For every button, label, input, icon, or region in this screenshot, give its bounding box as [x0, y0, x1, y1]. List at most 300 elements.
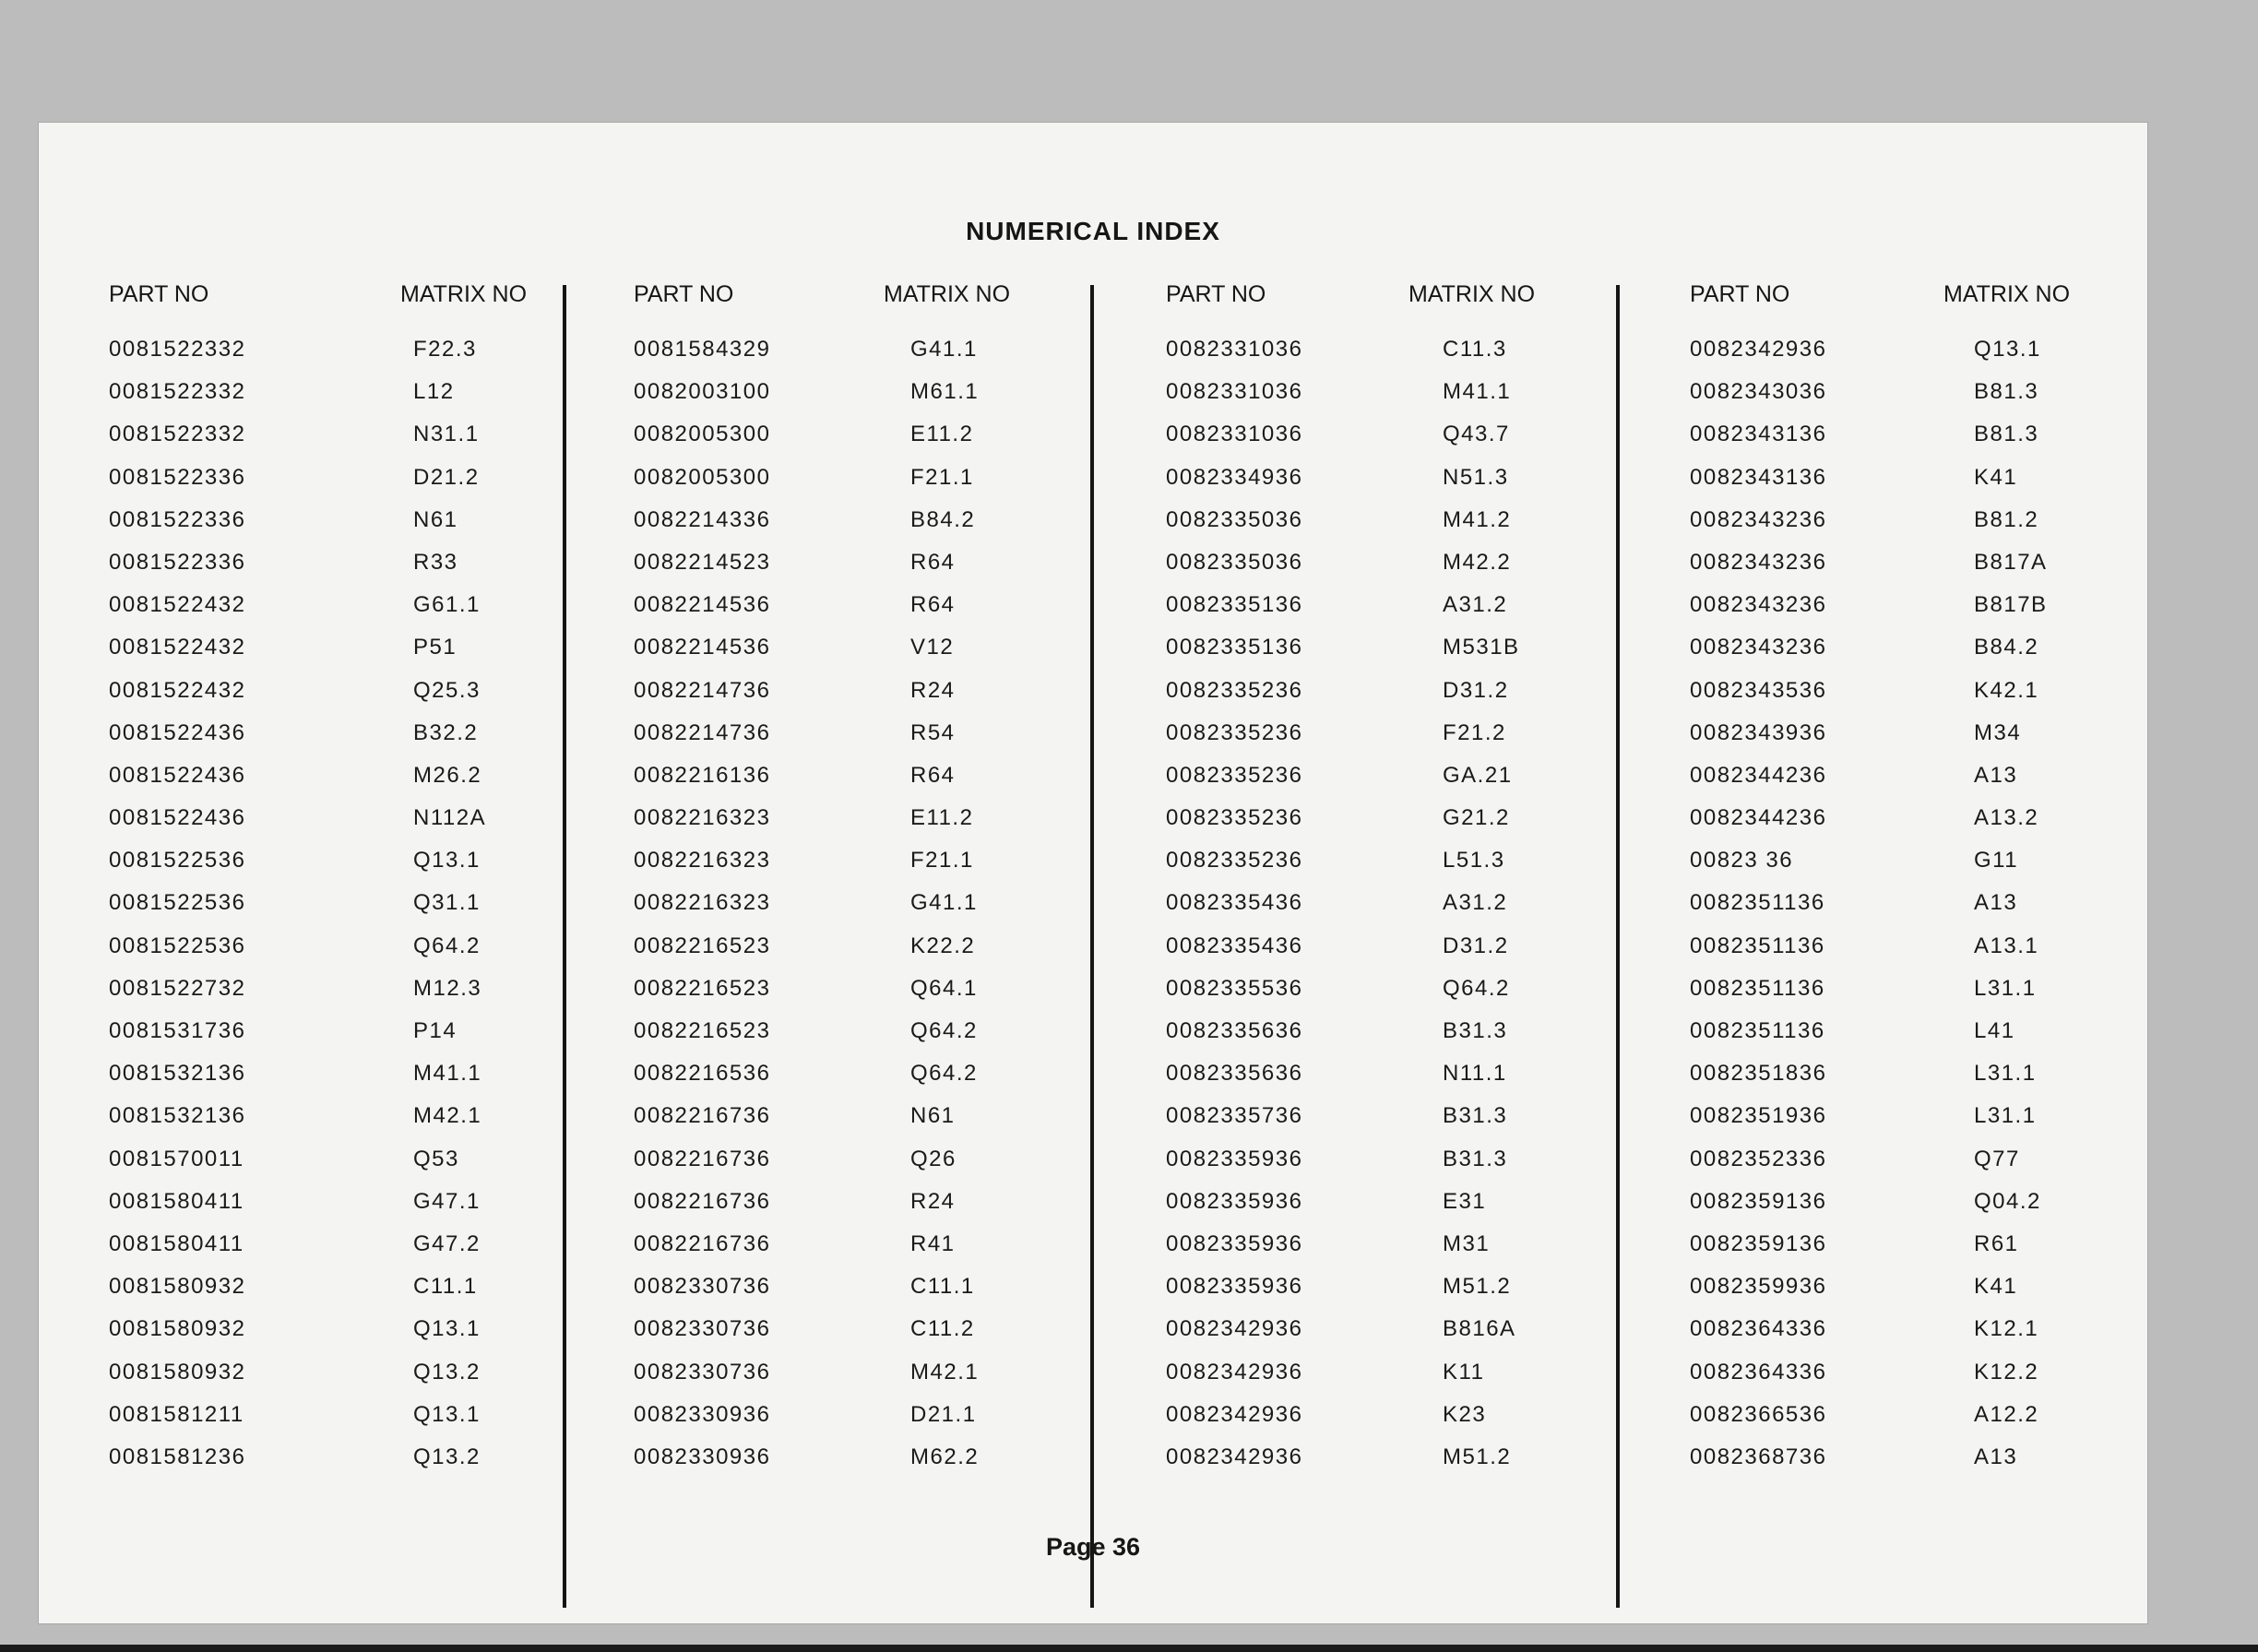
index-row	[1166, 890, 1609, 933]
matrix-number: E31	[1443, 1188, 1487, 1214]
matrix-number: C11.1	[910, 1274, 975, 1300]
index-row	[634, 1189, 1076, 1231]
index-row	[634, 1402, 1076, 1444]
part-number: 0082335436	[1166, 933, 1303, 958]
matrix-number: A13	[1974, 762, 2018, 788]
index-row	[1690, 890, 2133, 933]
index-row	[634, 1147, 1076, 1189]
index-row	[634, 337, 1076, 379]
index-row	[109, 1147, 552, 1189]
part-number: 0081522336	[109, 464, 246, 490]
part-number: 0082330936	[634, 1401, 771, 1427]
index-row	[1690, 1018, 2133, 1061]
matrix-number: A13.1	[1974, 933, 2039, 958]
matrix-number: A13.2	[1974, 805, 2039, 831]
matrix-number: L31.1	[1974, 1061, 2037, 1087]
matrix-number: GA.21	[1443, 762, 1513, 788]
part-number: 0082351936	[1690, 1103, 1827, 1129]
matrix-number: M61.1	[910, 379, 980, 405]
matrix-number: M41.2	[1443, 506, 1512, 532]
index-row	[109, 1444, 552, 1487]
index-row	[1166, 1018, 1609, 1061]
matrix-number: B31.3	[1443, 1146, 1508, 1171]
part-number: 0082366536	[1690, 1401, 1827, 1427]
matrix-number: F21.1	[910, 464, 974, 490]
part-number: 0082216523	[634, 975, 771, 1001]
part-number: 0081522332	[109, 422, 246, 447]
part-number: 0082214536	[634, 592, 771, 618]
matrix-number: L12	[413, 379, 455, 405]
part-number: 0082005300	[634, 464, 771, 490]
index-row	[634, 1360, 1076, 1402]
index-row	[1166, 1316, 1609, 1359]
part-number: 0082343236	[1690, 549, 1827, 575]
index-row	[1166, 678, 1609, 720]
matrix-number: P51	[413, 635, 458, 660]
index-row	[1166, 507, 1609, 550]
index-row	[109, 678, 552, 720]
matrix-number: G61.1	[413, 592, 481, 618]
part-number: 0081580932	[109, 1274, 246, 1300]
matrix-number: A31.2	[1443, 592, 1508, 618]
part-number: 0082330936	[634, 1444, 771, 1469]
part-no-header: PART NO	[1690, 281, 1790, 307]
matrix-no-header: MATRIX NO	[1943, 281, 2071, 307]
matrix-number: Q13.2	[413, 1359, 481, 1385]
index-row	[1690, 337, 2133, 379]
index-row	[634, 890, 1076, 933]
matrix-number: B81.3	[1974, 422, 2039, 447]
part-number: 0081522536	[109, 848, 246, 874]
index-row	[1166, 1061, 1609, 1103]
index-row	[1166, 933, 1609, 976]
part-number: 0082335436	[1166, 890, 1303, 916]
matrix-number: M26.2	[413, 762, 482, 788]
index-rows	[109, 337, 552, 1487]
matrix-number: D21.1	[910, 1401, 977, 1427]
index-row	[1166, 1274, 1609, 1316]
index-row	[109, 635, 552, 677]
part-number: 0082216736	[634, 1230, 771, 1256]
part-number: 0082335036	[1166, 549, 1303, 575]
index-row	[1690, 720, 2133, 763]
matrix-number: G47.1	[413, 1188, 481, 1214]
matrix-number: N61	[910, 1103, 956, 1129]
part-number: 0082214736	[634, 677, 771, 703]
matrix-number: A13	[1974, 890, 2018, 916]
index-row	[634, 848, 1076, 890]
index-row	[1690, 1189, 2133, 1231]
matrix-number: Q26	[910, 1146, 957, 1171]
index-row	[109, 720, 552, 763]
column-divider	[563, 285, 566, 1608]
part-number: 0081522536	[109, 890, 246, 916]
column-group-3	[1166, 281, 1609, 1610]
index-row	[1690, 1231, 2133, 1274]
matrix-number: P14	[413, 1018, 458, 1043]
index-row	[1690, 465, 2133, 507]
part-number: 0082330736	[634, 1359, 771, 1385]
index-row	[634, 465, 1076, 507]
index-row	[1690, 507, 2133, 550]
matrix-number: F21.2	[1443, 719, 1506, 745]
part-number: 0081532136	[109, 1103, 246, 1129]
part-number: 0082216736	[634, 1188, 771, 1214]
matrix-number: K22.2	[910, 933, 976, 958]
part-number: 0081522432	[109, 592, 246, 618]
part-number: 0081531736	[109, 1018, 246, 1043]
part-number: 0082335936	[1166, 1146, 1303, 1171]
index-row	[109, 1189, 552, 1231]
matrix-number: F22.3	[413, 337, 477, 362]
matrix-number: R64	[910, 762, 956, 788]
matrix-number: K12.1	[1974, 1316, 2039, 1342]
matrix-number: K41	[1974, 464, 2018, 490]
index-row	[1166, 1189, 1609, 1231]
part-number: 0082216323	[634, 805, 771, 831]
index-row	[109, 1274, 552, 1316]
part-number: 0082005300	[634, 422, 771, 447]
index-row	[109, 763, 552, 805]
matrix-number: Q13.1	[413, 848, 481, 874]
matrix-no-header: MATRIX NO	[884, 281, 1011, 307]
matrix-number: B84.2	[910, 506, 976, 532]
part-number: 0081522332	[109, 379, 246, 405]
part-number: 0081522336	[109, 549, 246, 575]
index-row	[1166, 848, 1609, 890]
matrix-number: K12.2	[1974, 1359, 2039, 1385]
index-rows	[1690, 337, 2133, 1487]
matrix-number: Q64.2	[910, 1018, 978, 1043]
matrix-number: Q77	[1974, 1146, 2020, 1171]
index-row	[634, 805, 1076, 848]
matrix-number: B32.2	[413, 719, 479, 745]
part-number: 0082342936	[1166, 1401, 1303, 1427]
matrix-number: K23	[1443, 1401, 1487, 1427]
part-number: 0081581236	[109, 1444, 246, 1469]
matrix-number: N31.1	[413, 422, 480, 447]
part-number: 0082359936	[1690, 1274, 1827, 1300]
part-number: 0082330736	[634, 1316, 771, 1342]
part-number: 0081580932	[109, 1316, 246, 1342]
matrix-number: M62.2	[910, 1444, 980, 1469]
matrix-number: M41.1	[1443, 379, 1512, 405]
index-row	[1166, 763, 1609, 805]
part-no-header: PART NO	[1166, 281, 1266, 307]
part-number: 0082335936	[1166, 1274, 1303, 1300]
part-number: 0081522436	[109, 805, 246, 831]
part-number: 0082351136	[1690, 1018, 1825, 1043]
part-number: 0081522732	[109, 975, 246, 1001]
index-row	[1690, 678, 2133, 720]
part-number: 0082344236	[1690, 805, 1827, 831]
matrix-number: K11	[1443, 1359, 1485, 1385]
matrix-number: M51.2	[1443, 1274, 1512, 1300]
index-row	[634, 933, 1076, 976]
column-group-1	[109, 281, 552, 1610]
index-row	[109, 976, 552, 1018]
part-number: 0082216523	[634, 933, 771, 958]
matrix-number: L31.1	[1974, 975, 2037, 1001]
part-number: 0082216323	[634, 890, 771, 916]
matrix-number: M31	[1443, 1230, 1491, 1256]
part-number: 0081522336	[109, 506, 246, 532]
scanner-edge	[0, 1645, 2258, 1652]
index-row	[1690, 1061, 2133, 1103]
index-row	[634, 678, 1076, 720]
part-number: 0081522436	[109, 762, 246, 788]
index-row	[1690, 933, 2133, 976]
part-number: 0082335936	[1166, 1230, 1303, 1256]
part-number: 0082214523	[634, 549, 771, 575]
part-number: 0082216523	[634, 1018, 771, 1043]
matrix-number: L41	[1974, 1018, 2015, 1043]
matrix-number: G11	[1974, 848, 2019, 874]
matrix-number: B31.3	[1443, 1018, 1508, 1043]
part-number: 0082335036	[1166, 506, 1303, 532]
part-number: 0082343036	[1690, 379, 1827, 405]
index-row	[634, 507, 1076, 550]
part-number: 0082344236	[1690, 762, 1827, 788]
index-row	[1166, 1402, 1609, 1444]
part-number: 0082343136	[1690, 464, 1827, 490]
matrix-number: M12.3	[413, 975, 482, 1001]
part-number: 0082331036	[1166, 422, 1303, 447]
matrix-number: G21.2	[1443, 805, 1510, 831]
index-row	[109, 379, 552, 422]
index-row	[109, 1061, 552, 1103]
index-row	[109, 933, 552, 976]
matrix-number: Q64.1	[910, 975, 978, 1001]
matrix-number: B31.3	[1443, 1103, 1508, 1129]
index-row	[634, 976, 1076, 1018]
part-number: 0081532136	[109, 1061, 246, 1087]
part-number: 0082335736	[1166, 1103, 1303, 1129]
index-row	[1166, 635, 1609, 677]
matrix-number: C11.3	[1443, 337, 1507, 362]
index-row	[1690, 805, 2133, 848]
matrix-number: G47.2	[413, 1230, 481, 1256]
matrix-number: M34	[1974, 719, 2022, 745]
part-number: 0082335236	[1166, 762, 1303, 788]
matrix-number: F21.1	[910, 848, 974, 874]
index-row	[1690, 848, 2133, 890]
matrix-number: A31.2	[1443, 890, 1508, 916]
part-number: 0081580411	[109, 1230, 244, 1256]
part-number: 0082343536	[1690, 677, 1827, 703]
matrix-number: K41	[1974, 1274, 2018, 1300]
matrix-number: B817B	[1974, 592, 2048, 618]
part-number: 0082351836	[1690, 1061, 1827, 1087]
part-number: 0081522536	[109, 933, 246, 958]
part-number: 0082364336	[1690, 1359, 1827, 1385]
matrix-number: B84.2	[1974, 635, 2039, 660]
page-number: Page 36	[1045, 1533, 1141, 1561]
index-row	[109, 1316, 552, 1359]
index-row	[634, 1231, 1076, 1274]
part-number: 0081522432	[109, 635, 246, 660]
index-row	[1690, 592, 2133, 635]
part-number: 00823 36	[1690, 848, 1794, 874]
page-title: NUMERICAL INDEX	[966, 217, 1220, 245]
matrix-number: R64	[910, 592, 956, 618]
part-number: 0082214336	[634, 506, 771, 532]
index-row	[634, 379, 1076, 422]
column-divider	[1090, 285, 1094, 1608]
part-number: 0082335636	[1166, 1061, 1303, 1087]
matrix-number: R24	[910, 1188, 956, 1214]
part-number: 0082335936	[1166, 1188, 1303, 1214]
index-row	[1690, 1444, 2133, 1487]
part-number: 0082343136	[1690, 422, 1827, 447]
matrix-number: R41	[910, 1230, 956, 1256]
matrix-number: Q04.2	[1974, 1188, 2041, 1214]
index-row	[1166, 379, 1609, 422]
index-row	[634, 720, 1076, 763]
part-number: 0082334936	[1166, 464, 1303, 490]
part-number: 0082335136	[1166, 635, 1303, 660]
index-row	[1166, 422, 1609, 464]
index-row	[1166, 1147, 1609, 1189]
matrix-number: Q43.7	[1443, 422, 1510, 447]
matrix-number: C11.1	[413, 1274, 478, 1300]
index-row	[1166, 550, 1609, 592]
part-number: 0082343236	[1690, 506, 1827, 532]
index-row	[109, 1360, 552, 1402]
matrix-number: Q13.1	[413, 1316, 481, 1342]
matrix-number: D31.2	[1443, 677, 1509, 703]
index-row	[109, 890, 552, 933]
index-row	[1166, 1231, 1609, 1274]
part-number: 0082335236	[1166, 848, 1303, 874]
index-row	[109, 507, 552, 550]
part-number: 0082335136	[1166, 592, 1303, 618]
part-number: 0082335536	[1166, 975, 1303, 1001]
index-columns	[39, 123, 2147, 1623]
matrix-number: C11.2	[910, 1316, 975, 1342]
matrix-number: B817A	[1974, 549, 2048, 575]
part-number: 0082216736	[634, 1146, 771, 1171]
part-number: 0082330736	[634, 1274, 771, 1300]
index-page	[39, 123, 2147, 1623]
index-row	[634, 1061, 1076, 1103]
matrix-number: Q13.2	[413, 1444, 481, 1469]
matrix-number: M51.2	[1443, 1444, 1512, 1469]
index-row	[1166, 337, 1609, 379]
matrix-number: V12	[910, 635, 955, 660]
matrix-number: B81.2	[1974, 506, 2039, 532]
part-number: 0081522432	[109, 677, 246, 703]
part-number: 0082335636	[1166, 1018, 1303, 1043]
index-row	[1690, 976, 2133, 1018]
index-row	[1690, 379, 2133, 422]
index-row	[634, 1103, 1076, 1146]
part-number: 0081580932	[109, 1359, 246, 1385]
index-row	[109, 1402, 552, 1444]
matrix-number: A12.2	[1974, 1401, 2039, 1427]
matrix-number: E11.2	[910, 422, 974, 447]
index-row	[109, 1231, 552, 1274]
matrix-no-header: MATRIX NO	[1408, 281, 1536, 307]
index-row	[634, 550, 1076, 592]
part-no-header: PART NO	[634, 281, 734, 307]
part-number: 0082214536	[634, 635, 771, 660]
index-row	[109, 550, 552, 592]
matrix-number: Q64.2	[910, 1061, 978, 1087]
index-row	[1690, 635, 2133, 677]
matrix-number: G41.1	[910, 337, 978, 362]
part-number: 0082351136	[1690, 975, 1825, 1001]
index-row	[1690, 1274, 2133, 1316]
matrix-number: N51.3	[1443, 464, 1509, 490]
matrix-number: M42.2	[1443, 549, 1512, 575]
matrix-number: N112A	[413, 805, 487, 831]
index-row	[109, 465, 552, 507]
index-row	[1690, 422, 2133, 464]
part-no-header: PART NO	[109, 281, 209, 307]
matrix-number: M41.1	[413, 1061, 482, 1087]
part-number: 0082003100	[634, 379, 771, 405]
part-number: 0082216736	[634, 1103, 771, 1129]
part-number: 0082342936	[1690, 337, 1827, 362]
part-number: 0082342936	[1166, 1444, 1303, 1469]
index-row	[1690, 763, 2133, 805]
index-row	[634, 1444, 1076, 1487]
part-number: 0082216136	[634, 762, 771, 788]
part-number: 0082342936	[1166, 1316, 1303, 1342]
matrix-number: Q13.1	[1974, 337, 2041, 362]
part-number: 0081580411	[109, 1188, 244, 1214]
part-number: 0082343236	[1690, 592, 1827, 618]
index-row	[1690, 1360, 2133, 1402]
index-row	[634, 763, 1076, 805]
matrix-number: D31.2	[1443, 933, 1509, 958]
part-number: 0081522436	[109, 719, 246, 745]
index-row	[1690, 550, 2133, 592]
part-number: 0082351136	[1690, 890, 1825, 916]
part-number: 0082214736	[634, 719, 771, 745]
part-number: 0082335236	[1166, 677, 1303, 703]
index-row	[634, 592, 1076, 635]
index-row	[109, 592, 552, 635]
index-rows	[634, 337, 1076, 1487]
index-row	[1166, 1103, 1609, 1146]
matrix-number: L51.3	[1443, 848, 1505, 874]
matrix-number: N11.1	[1443, 1061, 1507, 1087]
matrix-number: R61	[1974, 1230, 2019, 1256]
part-number: 0082335236	[1166, 805, 1303, 831]
index-row	[634, 1018, 1076, 1061]
part-number: 0081584329	[634, 337, 771, 362]
part-number: 0082331036	[1166, 379, 1303, 405]
index-row	[1166, 805, 1609, 848]
index-row	[634, 422, 1076, 464]
matrix-number: Q64.2	[413, 933, 481, 958]
part-number: 0082342936	[1166, 1359, 1303, 1385]
index-rows	[1166, 337, 1609, 1487]
part-number: 0081581211	[109, 1401, 244, 1427]
matrix-number: A13	[1974, 1444, 2018, 1469]
index-row	[1690, 1147, 2133, 1189]
column-divider	[1616, 285, 1620, 1608]
part-number: 0081570011	[109, 1146, 244, 1171]
part-number: 0082352336	[1690, 1146, 1827, 1171]
index-row	[1166, 1360, 1609, 1402]
index-row	[634, 1316, 1076, 1359]
part-number: 0082331036	[1166, 337, 1303, 362]
part-number: 0082364336	[1690, 1316, 1827, 1342]
part-number: 0082216323	[634, 848, 771, 874]
